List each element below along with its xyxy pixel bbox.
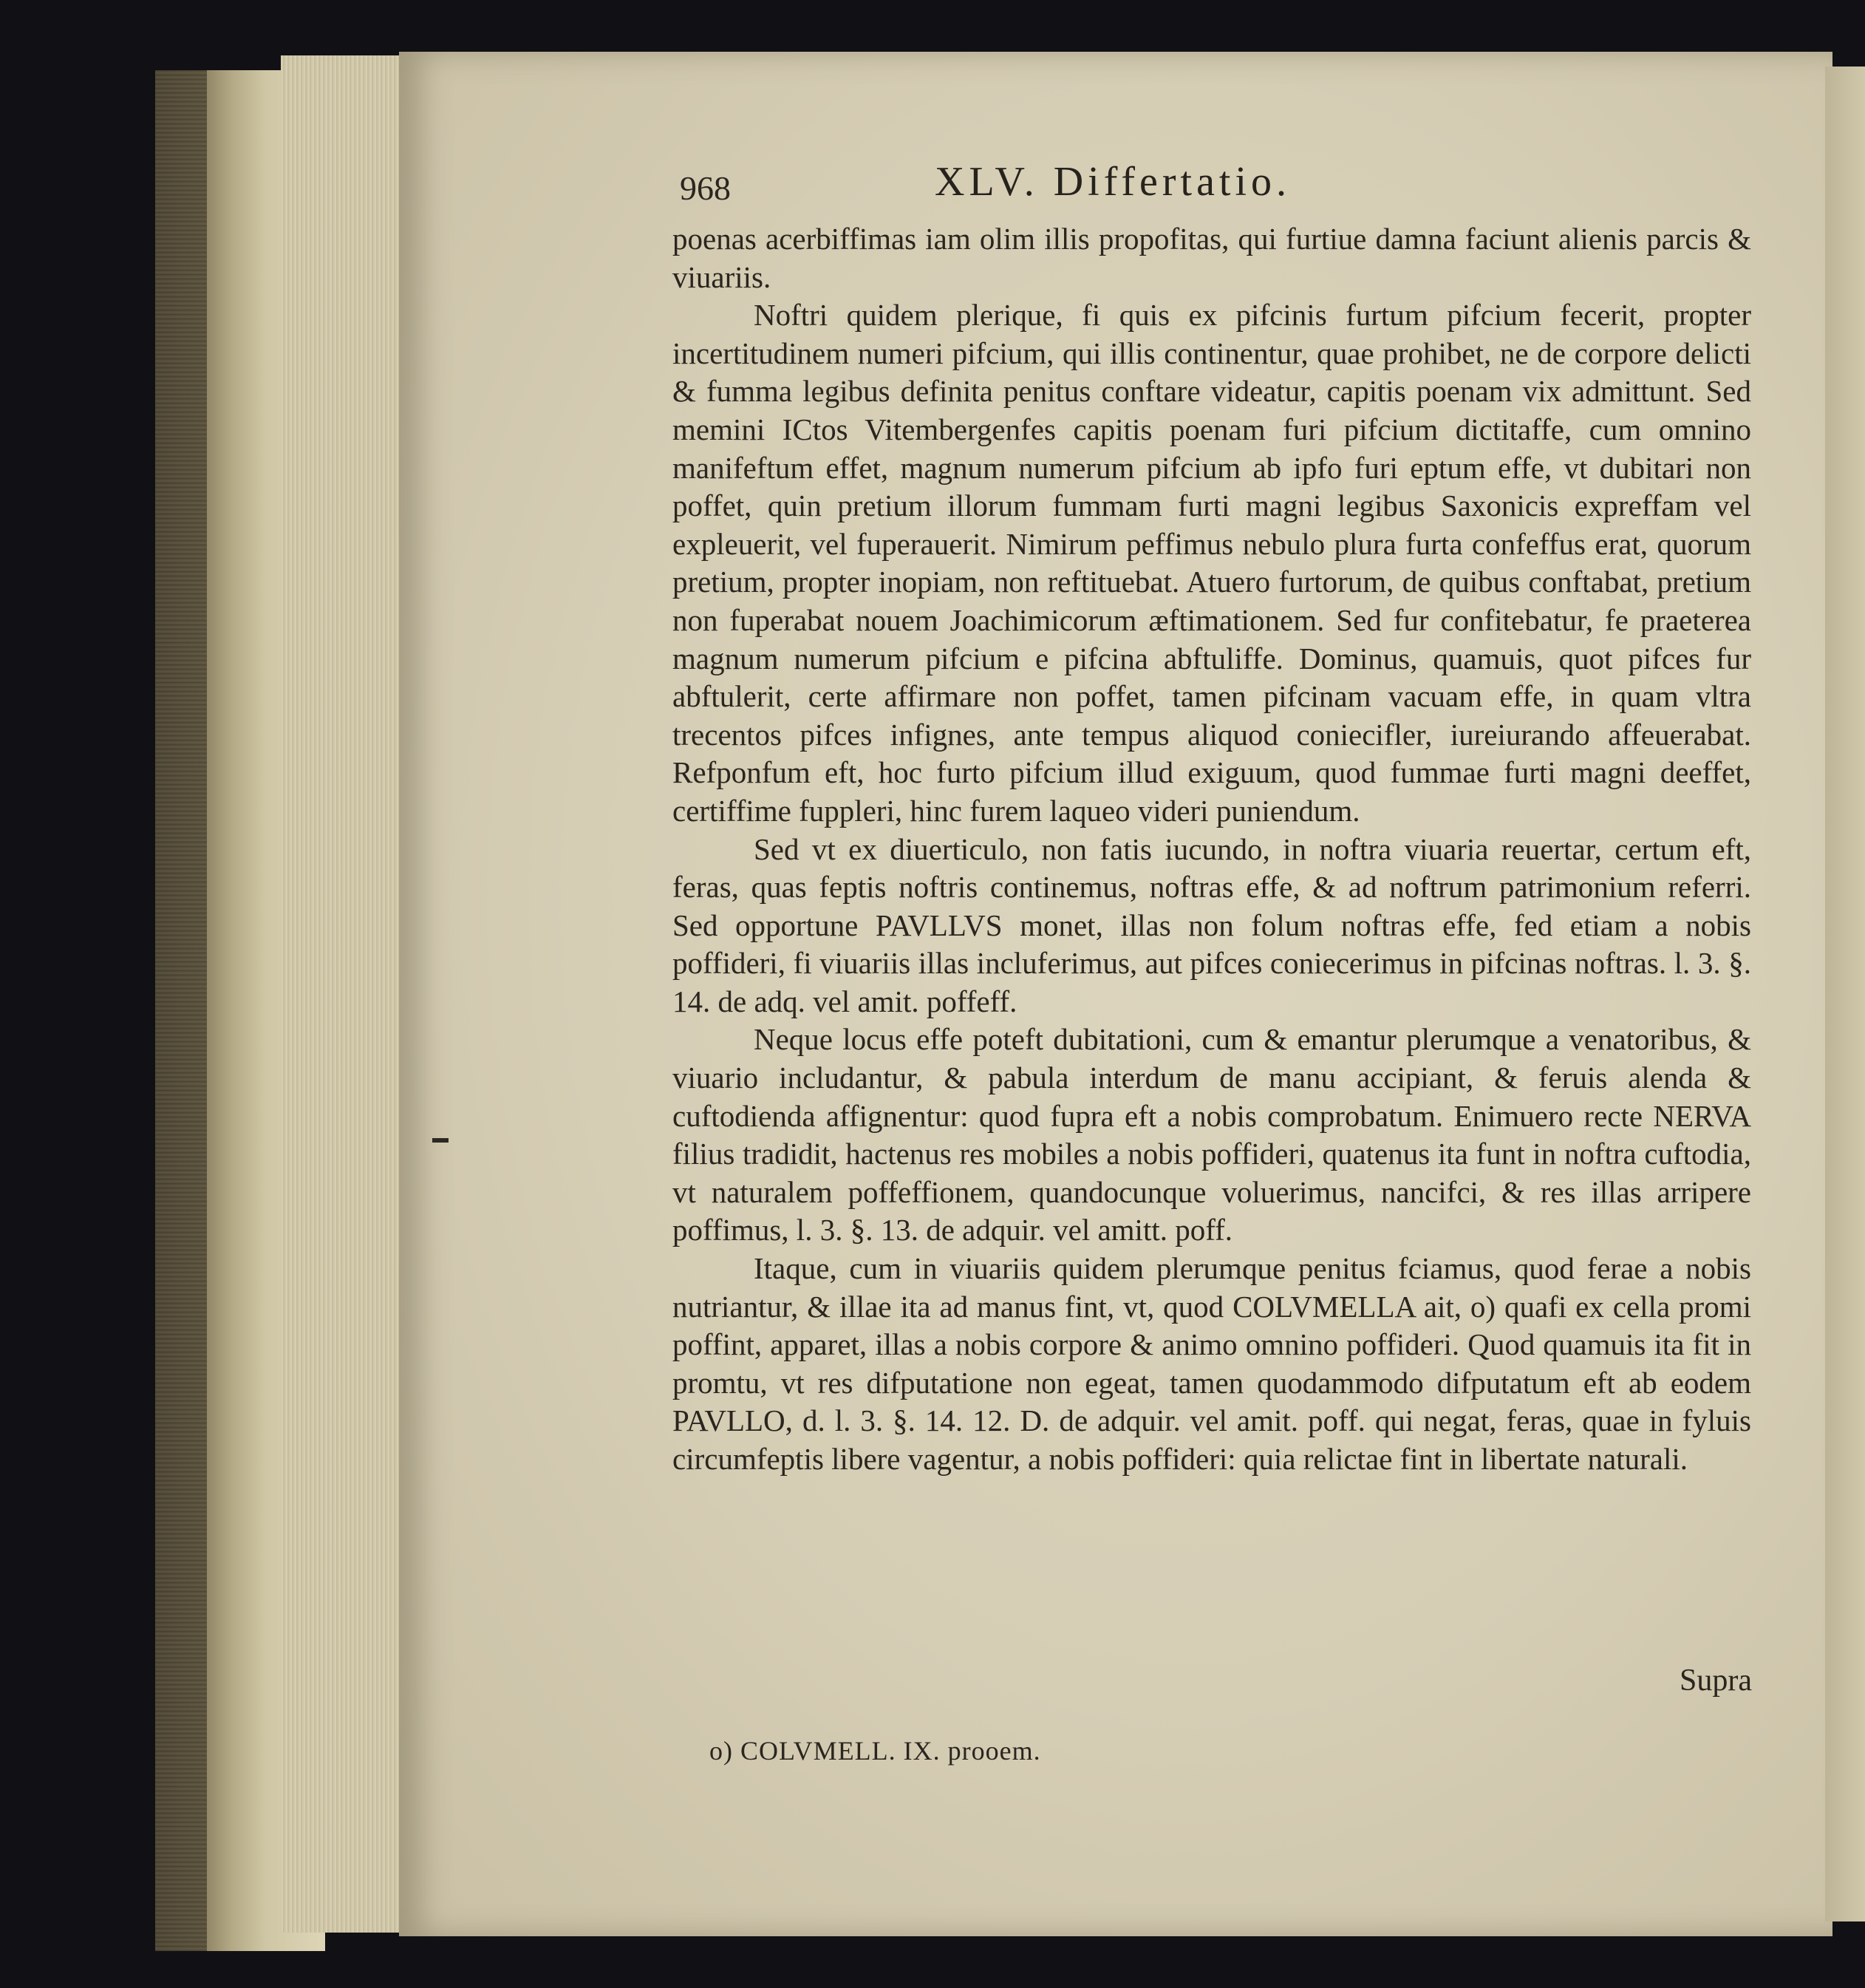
margin-mark [432,1138,449,1143]
paragraph: Sed vt ex diuerticulo, non fatis iucundo, in noftra viuaria reuertar, certum eft, feras, quas feptis noftris continemus, noftras effe, & ad noftrum patrimonium referri. Sed opportune PAVLLVS monet, illas non folum noftras effe, fed etiam a nobis poffideri, fi viuariis illas incluferimus, aut pifces coniecerimus in pifcinas noftras. l. 3. §. 14. de adq. vel amit. poffeff. [672,831,1751,1018]
catchword: Supra [1680,1664,1752,1698]
footnote: o) COLVMELL. IX. prooem. [709,1736,1041,1766]
running-head-title: XLV. Differtatio. [935,159,1292,205]
paragraph: poenas acerbiffimas iam olim illis propofitas, qui furtiue damna faciunt alienis parcis & viuariis. [672,222,1751,294]
page-number: 968 [680,169,731,207]
paragraph: Noftri quidem plerique, fi quis ex pifcinis furtum pifcium fecerit, propter incertitudinem numeri pifcium, qui illis continentur, quae prohibet, ne de corpore delicti & fumma legibus definita penitus conftare videatur, capitis poenam vix admittunt. Sed memini ICtos Vitembergenfes capitis poenam furi pifcium dictitaffe, cum omnino manifeftum effet, magnum numerum pifcium ab ipfo furi eptum effe, vt dubitari non poffet, quin pretium illorum fummam furti magni legibus Saxonicis expreffam vel expleuerit, vel fuperauerit. Nimirum peffimus nebulo plura furta confeffus erat, quorum pretium, propter inopiam, non reftituebat. Atuero furtorum, de quibus conftabat, pretium non fuperabat nouem Joachimicorum æftimationem. Sed fur confitebatur, fe praeterea magnum numerum pifcium e pifcina abftuliffe. Dominus, quamuis, quot pifces fur abftulerit, certe affirmare non poffet, tamen pifcinam vacuam effe, in quam vltra trecentos pifces infignes, ante tempus aliquod coniecifler, iureiurando affeuerabat. Refponfum eft, hoc furto pifcium illud exiguum, quod fummae furti magni deeffet, certiffime fuppleri, hinc furem laqueo videri puniendum. [672,298,1751,828]
paragraph: Neque locus effe poteft dubitationi, cum & emantur plerumque a venatoribus, & viuario includantur, & pabula interdum de manu accipiant, & feruis alenda & cuftodienda affignentur: quod fupra eft a nobis comprobatum. Enimuero recte NERVA filius tradidit, hactenus res mobiles a nobis poffideri, quatenus ita funt in noftra cuftodia, vt naturalem poffeffionem, quandocunque voluerimus, nancifci, & res illas arripere poffimus, l. 3. §. 13. de adquir. vel amitt. poff. [672,1022,1751,1247]
main-text [672,220,1751,1479]
facing-page-edge [1825,67,1865,1921]
page-stack-edge [281,55,406,1933]
paragraph: Itaque, cum in viuariis quidem plerumque penitus fciamus, quod ferae a nobis nutriantur, & illae ita ad manus fint, vt, quod COLVMELLA ait, o) quafi ex cella promi poffint, apparet, illas a nobis corpore & animo omnino poffideri. Quod quamuis ita fit in promtu, vt res difputatione non egeat, tamen quodammodo difputatum eft ab eodem PAVLLO, d. l. 3. §. 14. 12. D. de adquir. vel amit. poff. qui negat, feras, quae in fyluis circumfeptis libere vagentur, a nobis poffideri: quia relictae fint in libertate naturali. [672,1251,1751,1476]
